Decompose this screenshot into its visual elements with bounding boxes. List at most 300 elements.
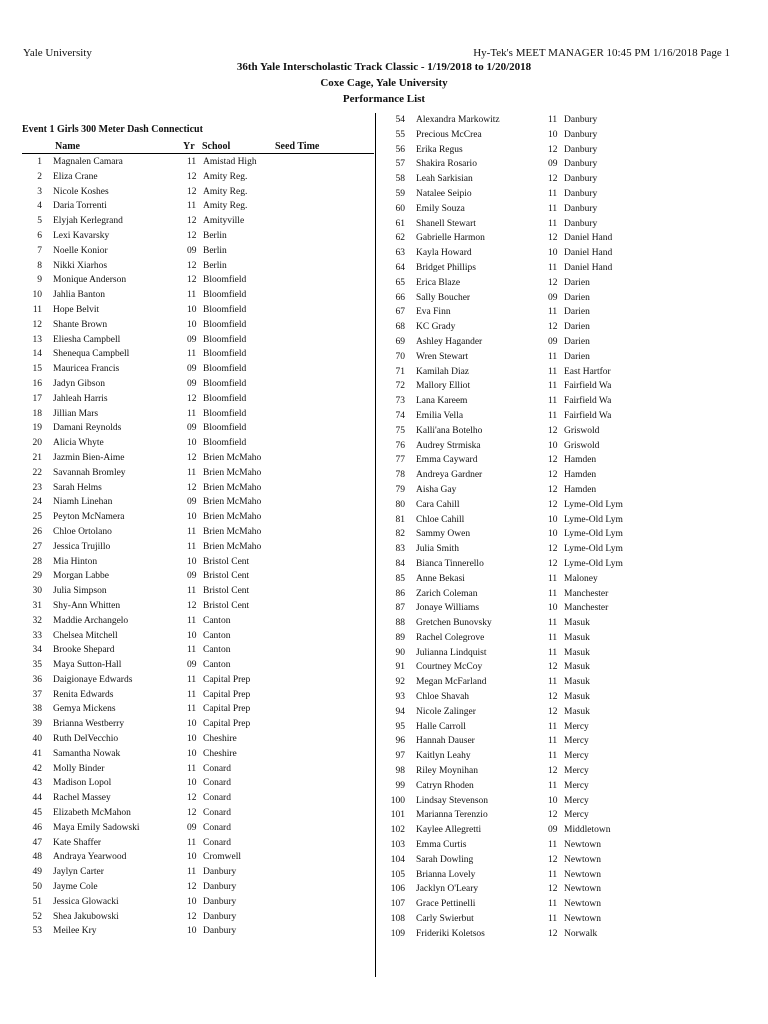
entry-number: 105 <box>390 869 405 880</box>
header-software-info: Hy-Tek's MEET MANAGER 10:45 PM 1/16/2018 Page 1 <box>473 47 730 59</box>
athlete-year: 11 <box>548 188 558 199</box>
entry-row <box>22 259 372 274</box>
entry-row <box>378 794 738 809</box>
athlete-year: 12 <box>187 186 197 197</box>
entry-row <box>378 646 738 661</box>
athlete-name: Alexandra Markowitz <box>416 115 500 125</box>
school-name: Fairfield Wa <box>564 381 612 392</box>
entry-row <box>378 764 738 779</box>
entry-row <box>22 362 372 377</box>
school-name: Daniel Hand <box>564 233 613 244</box>
athlete-year: 09 <box>187 378 197 389</box>
school-name: Lyme-Old Lym <box>564 544 623 555</box>
entry-number: 14 <box>32 349 42 360</box>
athlete-name: Lana Kareem <box>416 396 468 407</box>
athlete-name: Bridget Phillips <box>416 262 476 273</box>
school-name: Darien <box>564 307 590 318</box>
entry-row <box>22 540 372 555</box>
school-name: Bloomfield <box>203 304 247 315</box>
entry-row <box>378 779 738 794</box>
entry-row <box>22 791 372 806</box>
school-name: Norwalk <box>564 928 598 939</box>
school-name: Brien McMaho <box>203 497 262 508</box>
entry-number: 3 <box>37 186 42 197</box>
entry-number: 54 <box>395 115 405 125</box>
school-name: Brien McMaho <box>203 541 262 552</box>
athlete-name: Jayme Cole <box>53 882 98 893</box>
athlete-name: Brooke Shepard <box>53 645 115 656</box>
athlete-year: 12 <box>187 230 197 241</box>
school-name: Danbury <box>564 203 598 214</box>
school-name: Mercy <box>564 721 589 732</box>
athlete-year: 12 <box>548 810 558 821</box>
athlete-name: Lexi Kavarsky <box>53 230 110 241</box>
athlete-year: 11 <box>187 349 197 360</box>
athlete-name: Eliza Crane <box>53 171 98 182</box>
entry-number: 19 <box>32 423 42 434</box>
school-name: Brien McMaho <box>203 452 262 463</box>
athlete-year: 12 <box>548 470 558 481</box>
entry-row <box>22 673 372 688</box>
athlete-name: Nikki Xiarhos <box>53 260 108 271</box>
athlete-name: Erica Blaze <box>416 277 461 288</box>
athlete-name: Bianca Tinnerello <box>416 558 484 569</box>
entry-number: 86 <box>395 588 405 599</box>
entry-row <box>22 318 372 333</box>
school-name: Bristol Cent <box>203 586 250 597</box>
entry-row <box>22 658 372 673</box>
entry-row <box>378 468 738 483</box>
entry-row <box>22 732 372 747</box>
school-name: Bloomfield <box>203 275 247 286</box>
entry-row <box>22 865 372 880</box>
entry-row <box>22 229 372 244</box>
entry-number: 108 <box>390 914 405 925</box>
athlete-year: 11 <box>548 218 558 229</box>
school-name: Mercy <box>564 736 589 747</box>
entry-row <box>22 333 372 348</box>
entry-row <box>22 821 372 836</box>
athlete-year: 12 <box>548 766 558 777</box>
entry-row <box>378 705 738 720</box>
school-name: Danbury <box>564 144 598 155</box>
entry-row <box>378 128 738 143</box>
entry-number: 61 <box>395 218 405 229</box>
athlete-year: 12 <box>187 171 197 182</box>
athlete-year: 12 <box>548 544 558 555</box>
header-rule <box>22 153 374 154</box>
entry-number: 91 <box>395 662 405 673</box>
athlete-year: 11 <box>548 647 558 658</box>
athlete-name: Brianna Lovely <box>416 869 476 880</box>
entry-number: 63 <box>395 248 405 259</box>
athlete-name: Kaylee Allegretti <box>416 825 482 836</box>
entry-row <box>22 688 372 703</box>
school-name: Newtown <box>564 840 601 851</box>
entry-number: 23 <box>32 482 42 493</box>
entry-row <box>22 910 372 925</box>
athlete-name: Carly Swierbut <box>416 914 474 925</box>
entry-row <box>22 924 372 939</box>
entry-row <box>378 305 738 320</box>
entry-number: 103 <box>390 840 405 851</box>
athlete-year: 11 <box>548 573 558 584</box>
entry-number: 28 <box>32 556 42 567</box>
athlete-year: 10 <box>548 514 558 525</box>
entry-number: 72 <box>395 381 405 392</box>
school-name: Darien <box>564 351 590 362</box>
athlete-name: Monique Anderson <box>53 275 127 286</box>
school-name: Amity Reg. <box>203 171 248 182</box>
entry-row <box>378 749 738 764</box>
entry-number: 43 <box>32 778 42 789</box>
entry-number: 32 <box>32 615 42 626</box>
school-name: Canton <box>203 645 231 656</box>
athlete-name: Wren Stewart <box>416 351 469 362</box>
athlete-year: 10 <box>548 795 558 806</box>
entry-row <box>22 510 372 525</box>
school-name: Masuk <box>564 706 590 717</box>
entry-number: 102 <box>390 825 405 836</box>
school-name: Berlin <box>203 260 227 271</box>
athlete-name: Maya Sutton-Hall <box>53 660 122 671</box>
athlete-name: Shy-Ann Whitten <box>53 600 121 611</box>
entry-row <box>22 629 372 644</box>
entry-row <box>378 557 738 572</box>
entry-row <box>22 717 372 732</box>
athlete-name: Leah Sarkisian <box>416 174 473 185</box>
athlete-name: Andraya Yearwood <box>53 852 127 863</box>
entry-row <box>378 498 738 513</box>
athlete-year: 10 <box>187 512 197 523</box>
athlete-name: Audrey Strmiska <box>416 440 481 451</box>
school-name: Conard <box>203 837 231 848</box>
athlete-year: 11 <box>548 780 558 791</box>
athlete-name: Jessica Trujillo <box>53 541 111 552</box>
school-name: Maloney <box>564 573 598 584</box>
school-name: Masuk <box>564 618 590 629</box>
athlete-name: Jahlia Banton <box>53 290 105 301</box>
school-name: Capital Prep <box>203 719 251 730</box>
entry-row <box>22 377 372 392</box>
school-name: Danbury <box>564 115 598 125</box>
athlete-name: Shanell Stewart <box>416 218 476 229</box>
entry-row <box>378 690 738 705</box>
entry-number: 15 <box>32 364 42 375</box>
col-yr-header: Yr <box>183 141 195 152</box>
athlete-name: Samantha Nowak <box>53 748 121 759</box>
school-name: Danbury <box>564 218 598 229</box>
athlete-year: 10 <box>187 556 197 567</box>
athlete-year: 11 <box>187 763 197 774</box>
entry-row <box>378 231 738 246</box>
athlete-year: 09 <box>187 822 197 833</box>
entry-number: 41 <box>32 748 42 759</box>
entry-row <box>22 880 372 895</box>
school-name: Darien <box>564 322 590 333</box>
athlete-name: Sarah Helms <box>53 482 102 493</box>
athlete-name: Gretchen Bunovsky <box>416 618 492 629</box>
entry-number: 25 <box>32 512 42 523</box>
school-name: Mercy <box>564 810 589 821</box>
entry-number: 2 <box>37 171 42 182</box>
athlete-year: 12 <box>187 911 197 922</box>
athlete-name: Savannah Bromley <box>53 467 126 478</box>
school-name: Danbury <box>203 911 237 922</box>
athlete-year: 11 <box>187 645 197 656</box>
athlete-name: Sally Boucher <box>416 292 471 303</box>
entry-number: 66 <box>395 292 405 303</box>
entry-number: 95 <box>395 721 405 732</box>
school-name: Capital Prep <box>203 689 251 700</box>
entry-row <box>22 347 372 362</box>
school-name: Masuk <box>564 692 590 703</box>
entry-number: 4 <box>37 201 42 212</box>
school-name: Fairfield Wa <box>564 410 612 421</box>
athlete-name: Ruth DelVecchio <box>53 734 119 745</box>
entry-number: 49 <box>32 867 42 878</box>
school-name: Lyme-Old Lym <box>564 558 623 569</box>
entry-number: 58 <box>395 174 405 185</box>
entry-row <box>22 614 372 629</box>
athlete-name: Hope Belvit <box>53 304 100 315</box>
entry-number: 93 <box>395 692 405 703</box>
entry-number: 47 <box>32 837 42 848</box>
school-name: Bloomfield <box>203 364 247 375</box>
athlete-year: 11 <box>187 674 197 685</box>
school-name: Brien McMaho <box>203 526 262 537</box>
entry-number: 42 <box>32 763 42 774</box>
athlete-name: Emma Curtis <box>416 840 467 851</box>
school-name: Hamden <box>564 484 597 495</box>
entry-number: 69 <box>395 336 405 347</box>
school-name: Conard <box>203 793 231 804</box>
athlete-name: Julia Smith <box>416 544 460 555</box>
athlete-name: Magnalen Camara <box>53 157 123 167</box>
entry-number: 96 <box>395 736 405 747</box>
entry-number: 10 <box>32 290 42 301</box>
entry-row <box>378 453 738 468</box>
athlete-name: Catryn Rhoden <box>416 780 474 791</box>
col-seed-header: Seed Time <box>275 141 320 152</box>
entry-row <box>22 850 372 865</box>
entry-row <box>22 569 372 584</box>
left-entry-list <box>22 155 372 939</box>
entry-number: 29 <box>32 571 42 582</box>
athlete-year: 11 <box>548 899 558 910</box>
school-name: Griswold <box>564 440 600 451</box>
entry-number: 80 <box>395 499 405 510</box>
entry-row <box>378 838 738 853</box>
entry-number: 81 <box>395 514 405 525</box>
school-name: Danbury <box>203 867 237 878</box>
school-name: Canton <box>203 630 231 641</box>
athlete-year: 12 <box>187 482 197 493</box>
athlete-name: Rachel Colegrove <box>416 632 485 643</box>
school-name: Newtown <box>564 869 601 880</box>
athlete-name: Ashley Hagander <box>416 336 483 347</box>
entry-row <box>378 217 738 232</box>
col-school-header: School <box>202 141 231 152</box>
entry-row <box>378 660 738 675</box>
entry-number: 99 <box>395 780 405 791</box>
school-name: Cheshire <box>203 734 237 745</box>
athlete-year: 12 <box>187 882 197 893</box>
school-name: Lyme-Old Lym <box>564 529 623 540</box>
entry-number: 20 <box>32 438 42 449</box>
entry-row <box>22 525 372 540</box>
athlete-name: Gabrielle Harmon <box>416 233 485 244</box>
athlete-name: Niamh Linehan <box>53 497 113 508</box>
athlete-name: Erika Regus <box>416 144 463 155</box>
entry-number: 27 <box>32 541 42 552</box>
entry-row <box>22 407 372 422</box>
athlete-name: Alicia Whyte <box>53 438 104 449</box>
athlete-year: 11 <box>548 736 558 747</box>
entry-row <box>22 702 372 717</box>
athlete-year: 12 <box>548 455 558 466</box>
athlete-name: Megan McFarland <box>416 677 487 688</box>
entry-number: 24 <box>32 497 42 508</box>
athlete-year: 11 <box>548 721 558 732</box>
entry-row <box>22 303 372 318</box>
athlete-year: 11 <box>548 618 558 629</box>
school-name: Manchester <box>564 588 609 599</box>
entry-number: 30 <box>32 586 42 597</box>
entry-row <box>22 244 372 259</box>
athlete-year: 12 <box>187 452 197 463</box>
athlete-name: Elizabeth McMahon <box>53 808 131 819</box>
school-name: East Hartfor <box>564 366 611 377</box>
athlete-year: 12 <box>548 499 558 510</box>
school-name: Manchester <box>564 603 609 614</box>
entry-number: 62 <box>395 233 405 244</box>
school-name: Hamden <box>564 455 597 466</box>
entry-number: 73 <box>395 396 405 407</box>
venue: Coxe Cage, Yale University <box>320 77 448 89</box>
entry-number: 98 <box>395 766 405 777</box>
athlete-name: Noelle Konior <box>53 245 108 256</box>
athlete-year: 10 <box>548 603 558 614</box>
school-name: Lyme-Old Lym <box>564 514 623 525</box>
athlete-name: Marianna Terenzio <box>416 810 488 821</box>
school-name: Danbury <box>564 174 598 185</box>
entry-row <box>22 392 372 407</box>
athlete-year: 12 <box>548 854 558 865</box>
entry-number: 64 <box>395 262 405 273</box>
athlete-name: Sammy Owen <box>416 529 471 540</box>
entry-number: 94 <box>395 706 405 717</box>
entry-row <box>22 421 372 436</box>
entry-row <box>22 273 372 288</box>
entry-row <box>378 143 738 158</box>
entry-number: 21 <box>32 452 42 463</box>
school-name: Masuk <box>564 662 590 673</box>
entry-row <box>22 806 372 821</box>
entry-number: 35 <box>32 660 42 671</box>
entry-row <box>378 394 738 409</box>
athlete-name: Kalli'ana Botelho <box>416 425 483 436</box>
athlete-name: Molly Binder <box>53 763 105 774</box>
entry-row <box>378 409 738 424</box>
athlete-year: 12 <box>548 233 558 244</box>
athlete-year: 10 <box>548 248 558 259</box>
right-entry-list <box>378 113 738 942</box>
athlete-year: 09 <box>187 245 197 256</box>
athlete-name: Jadyn Gibson <box>53 378 105 389</box>
school-name: Conard <box>203 763 231 774</box>
entry-number: 71 <box>395 366 405 377</box>
entry-row <box>378 365 738 380</box>
entry-row <box>378 276 738 291</box>
athlete-year: 11 <box>548 115 558 125</box>
entry-number: 31 <box>32 600 42 611</box>
athlete-year: 12 <box>548 928 558 939</box>
athlete-name: Julia Simpson <box>53 586 107 597</box>
entry-number: 104 <box>390 854 405 865</box>
school-name: Amity Reg. <box>203 186 248 197</box>
athlete-year: 12 <box>548 662 558 673</box>
entry-number: 76 <box>395 440 405 451</box>
athlete-year: 12 <box>187 275 197 286</box>
athlete-year: 10 <box>187 719 197 730</box>
athlete-name: Shenequa Campbell <box>53 349 130 360</box>
athlete-name: Emma Cayward <box>416 455 478 466</box>
athlete-year: 12 <box>187 216 197 227</box>
entry-number: 51 <box>32 896 42 907</box>
school-name: Conard <box>203 808 231 819</box>
school-name: Amityville <box>203 216 245 227</box>
athlete-year: 12 <box>548 558 558 569</box>
entry-row <box>378 246 738 261</box>
athlete-name: Eva Finn <box>416 307 451 318</box>
school-name: Mercy <box>564 795 589 806</box>
athlete-year: 10 <box>548 440 558 451</box>
athlete-name: Meilee Kry <box>53 926 97 937</box>
entry-number: 52 <box>32 911 42 922</box>
athlete-name: Jazmin Bien-Aime <box>53 452 125 463</box>
athlete-year: 09 <box>548 159 558 170</box>
entry-number: 33 <box>32 630 42 641</box>
athlete-name: Jessica Glowacki <box>53 896 119 907</box>
entry-row <box>378 113 738 128</box>
athlete-year: 11 <box>187 704 197 715</box>
school-name: Bristol Cent <box>203 556 250 567</box>
athlete-name: Halle Carroll <box>416 721 466 732</box>
athlete-name: Sarah Dowling <box>416 854 474 865</box>
school-name: Masuk <box>564 647 590 658</box>
athlete-year: 11 <box>187 541 197 552</box>
entry-number: 75 <box>395 425 405 436</box>
entry-row <box>378 720 738 735</box>
entry-row <box>22 155 372 170</box>
school-name: Fairfield Wa <box>564 396 612 407</box>
athlete-name: Mauricea Francis <box>53 364 120 375</box>
entry-number: 106 <box>390 884 405 895</box>
athlete-year: 10 <box>187 926 197 937</box>
athlete-name: Brianna Westberry <box>53 719 125 730</box>
athlete-year: 12 <box>187 793 197 804</box>
athlete-year: 12 <box>187 600 197 611</box>
athlete-name: Jillian Mars <box>53 408 99 419</box>
athlete-name: Jonaye Williams <box>416 603 480 614</box>
entry-row <box>378 616 738 631</box>
athlete-name: Kamilah Diaz <box>416 366 470 377</box>
athlete-year: 12 <box>187 808 197 819</box>
athlete-year: 09 <box>548 825 558 836</box>
entry-row <box>378 157 738 172</box>
athlete-year: 11 <box>187 867 197 878</box>
